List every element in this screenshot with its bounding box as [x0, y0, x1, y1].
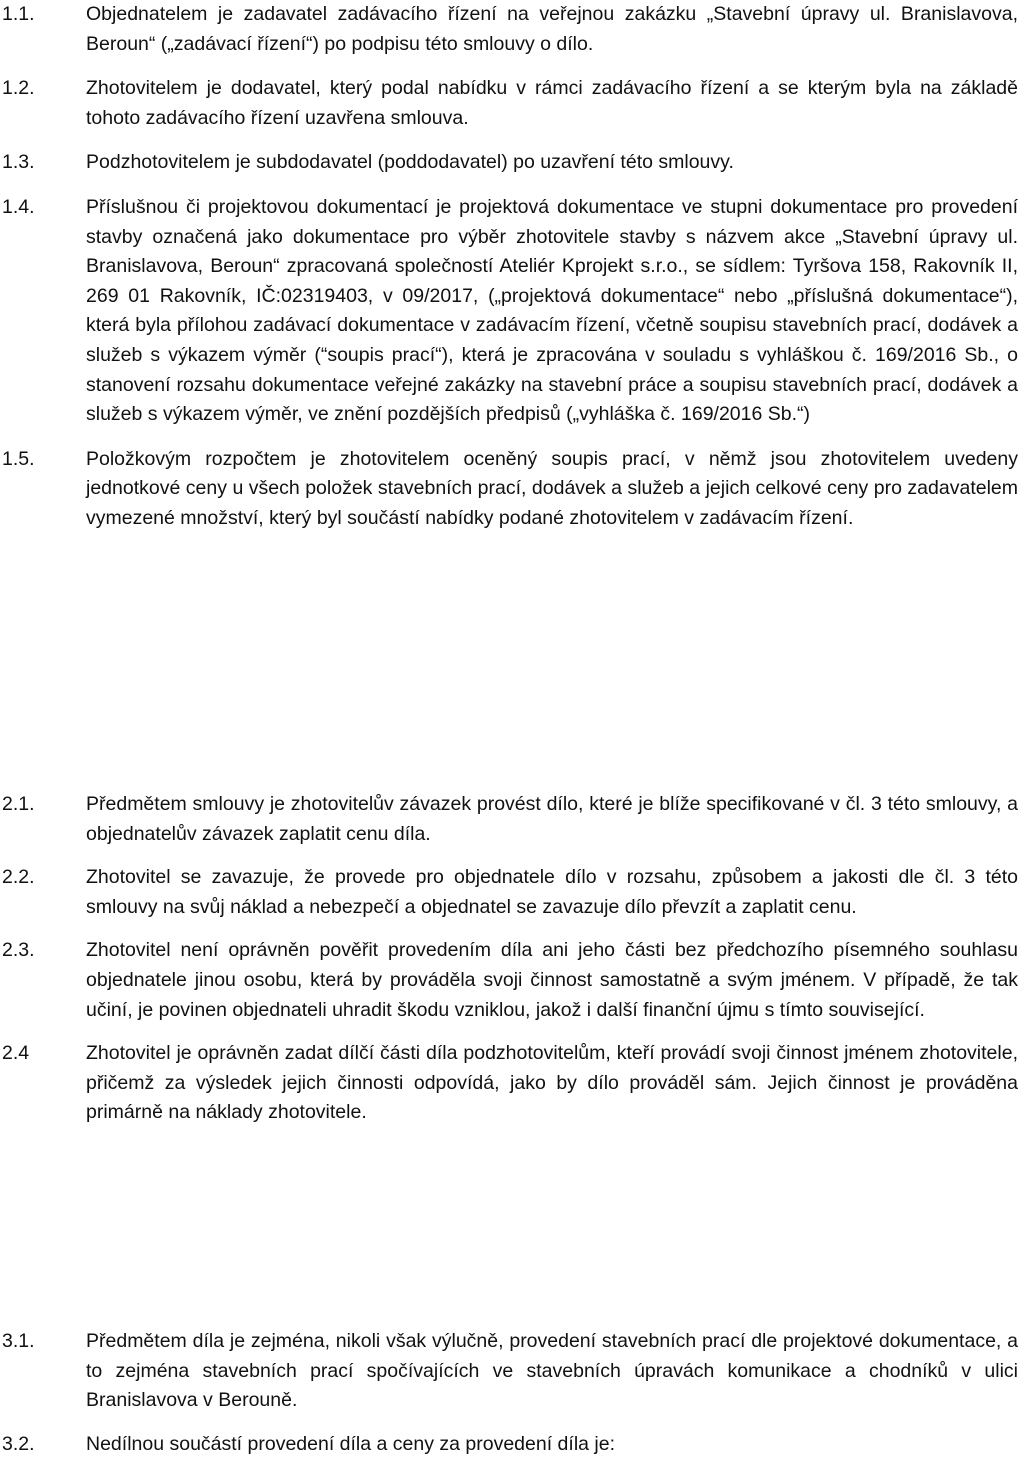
clause-2-3	[0, 936, 1024, 1025]
clause-text: Příslušnou či projektovou dokumentací je projektová dokumentace ve stupni dokumentace pro provedení stavby označená jako dokumentace pro výběr zhotovitele stavby s názvem akce „Stavební úpravy ul. Branislavova, Beroun“ zpracovaná společností Ateliér Kprojekt s.r.o., se sídlem: Tyršova 158, Rakovník II, 269 01 Rakovník, IČ:02319403, v 09/2017, („projektová dokumentace“ nebo „příslušná dokumentace“), která byla přílohou zadávací dokumentace v zadávacím řízení, včetně soupisu stavebních prací, dodávek a služeb s výkazem výměr (“soupis prací“), která je zpracována v souladu s vyhláškou č. 169/2016 Sb., o stanovení rozsahu dokumentace veřejné zakázky na stavební práce a soupisu stavebních prací, dodávek a služeb s výkazem výměr, ve znění pozdějších předpisů („vyhláška č. 169/2016 Sb.“)	[86, 195, 1018, 426]
clause-2-1	[0, 790, 1024, 849]
clause-text: Objednatelem je zadavatel zadávacího řízení na veřejnou zakázku „Stavební úpravy ul. Branislavova, Beroun“ („zadávací řízení“) po podpisu této smlouvy o dílo.	[86, 3, 1018, 55]
clause-1-1	[0, 0, 1024, 59]
clause-text: Položkovým rozpočtem je zhotovitelem oceněný soupis prací, v němž jsou zhotovitelem uvedeny jednotkové ceny u všech položek stavebních prací, dodávek a služeb a jejich celkové ceny pro zadavatelem vymezené množství, který byl součástí nabídky podané zhotovitelem v zadávacím řízení.	[86, 447, 1018, 529]
clause-number: 1.5.	[2, 447, 35, 470]
clause-text: Zhotovitel je oprávněn zadat dílčí části díla podzhotovitelům, kteří provádí svoji činnost jménem zhotovitele, přičemž za výsledek jejich činnosti odpovídá, jako by dílo prováděl sám. Jejich činnost je prováděna primárně na náklady zhotovitele.	[86, 1042, 1018, 1124]
clause-1-4	[0, 193, 1024, 430]
clause-2-2	[0, 863, 1024, 922]
clause-number: 2.2.	[2, 866, 35, 889]
clause-number: 2.1.	[2, 793, 35, 815]
clause-number: 2.4	[2, 1042, 30, 1065]
clause-3-2	[0, 1430, 1024, 1460]
clause-2-4	[0, 1039, 1024, 1128]
clause-text: Zhotovitel není oprávněn pověřit provedením díla ani jeho části bez předchozího písemného souhlasu objednatele jinou osobu, která by prováděla svoji činnost samostatně a svým jménem. V případě, že tak učiní, je povinen objednateli uhradit škodu vzniklou, jakož i další finanční újmu s tímto související.	[86, 939, 1018, 1021]
clause-number: 1.2.	[2, 77, 35, 100]
clause-text: Nedílnou součástí provedení díla a ceny za provedení díla je:	[86, 1432, 616, 1455]
clause-number: 3.2.	[2, 1432, 35, 1455]
section-1	[0, 0, 1024, 534]
clause-1-5	[0, 445, 1024, 534]
clause-1-2	[0, 74, 1024, 133]
clause-text: Zhotovitelem je dodavatel, který podal nabídku v rámci zadávacího řízení a se kterým byla na základě tohoto zadávacího řízení uzavřena smlouva.	[86, 77, 1018, 129]
clause-3-1	[0, 1327, 1024, 1416]
clause-1-3	[0, 148, 1024, 178]
clause-number: 2.3.	[2, 939, 35, 962]
clause-text: Zhotovitel se zavazuje, že provede pro objednatele dílo v rozsahu, způsobem a jakosti dle čl. 3 této smlouvy na svůj náklad a nebezpečí a objednatel se zavazuje dílo převzít a zaplatit cenu.	[86, 866, 1018, 918]
section-2	[0, 790, 1024, 1128]
clause-number: 3.1.	[2, 1330, 35, 1352]
clause-text: Předmětem smlouvy je zhotovitelův závazek provést dílo, které je blíže specifikované v čl. 3 této smlouvy, a objednatelův závazek zaplatit cenu díla.	[86, 793, 1018, 845]
section-3	[0, 1327, 1024, 1459]
clause-number: 1.3.	[2, 151, 35, 174]
clause-text: Podzhotovitelem je subdodavatel (poddodavatel) po uzavření této smlouvy.	[86, 151, 734, 174]
clause-number: 1.1.	[2, 3, 35, 25]
clause-number: 1.4.	[2, 195, 35, 218]
clause-text: Předmětem díla je zejména, nikoli však výlučně, provedení stavebních prací dle projektové dokumentace, a to zejména stavebních prací spočívajících ve stavebních úpravách komunikace a chodníků v ulici Branislavova v Berouně.	[86, 1330, 1018, 1412]
